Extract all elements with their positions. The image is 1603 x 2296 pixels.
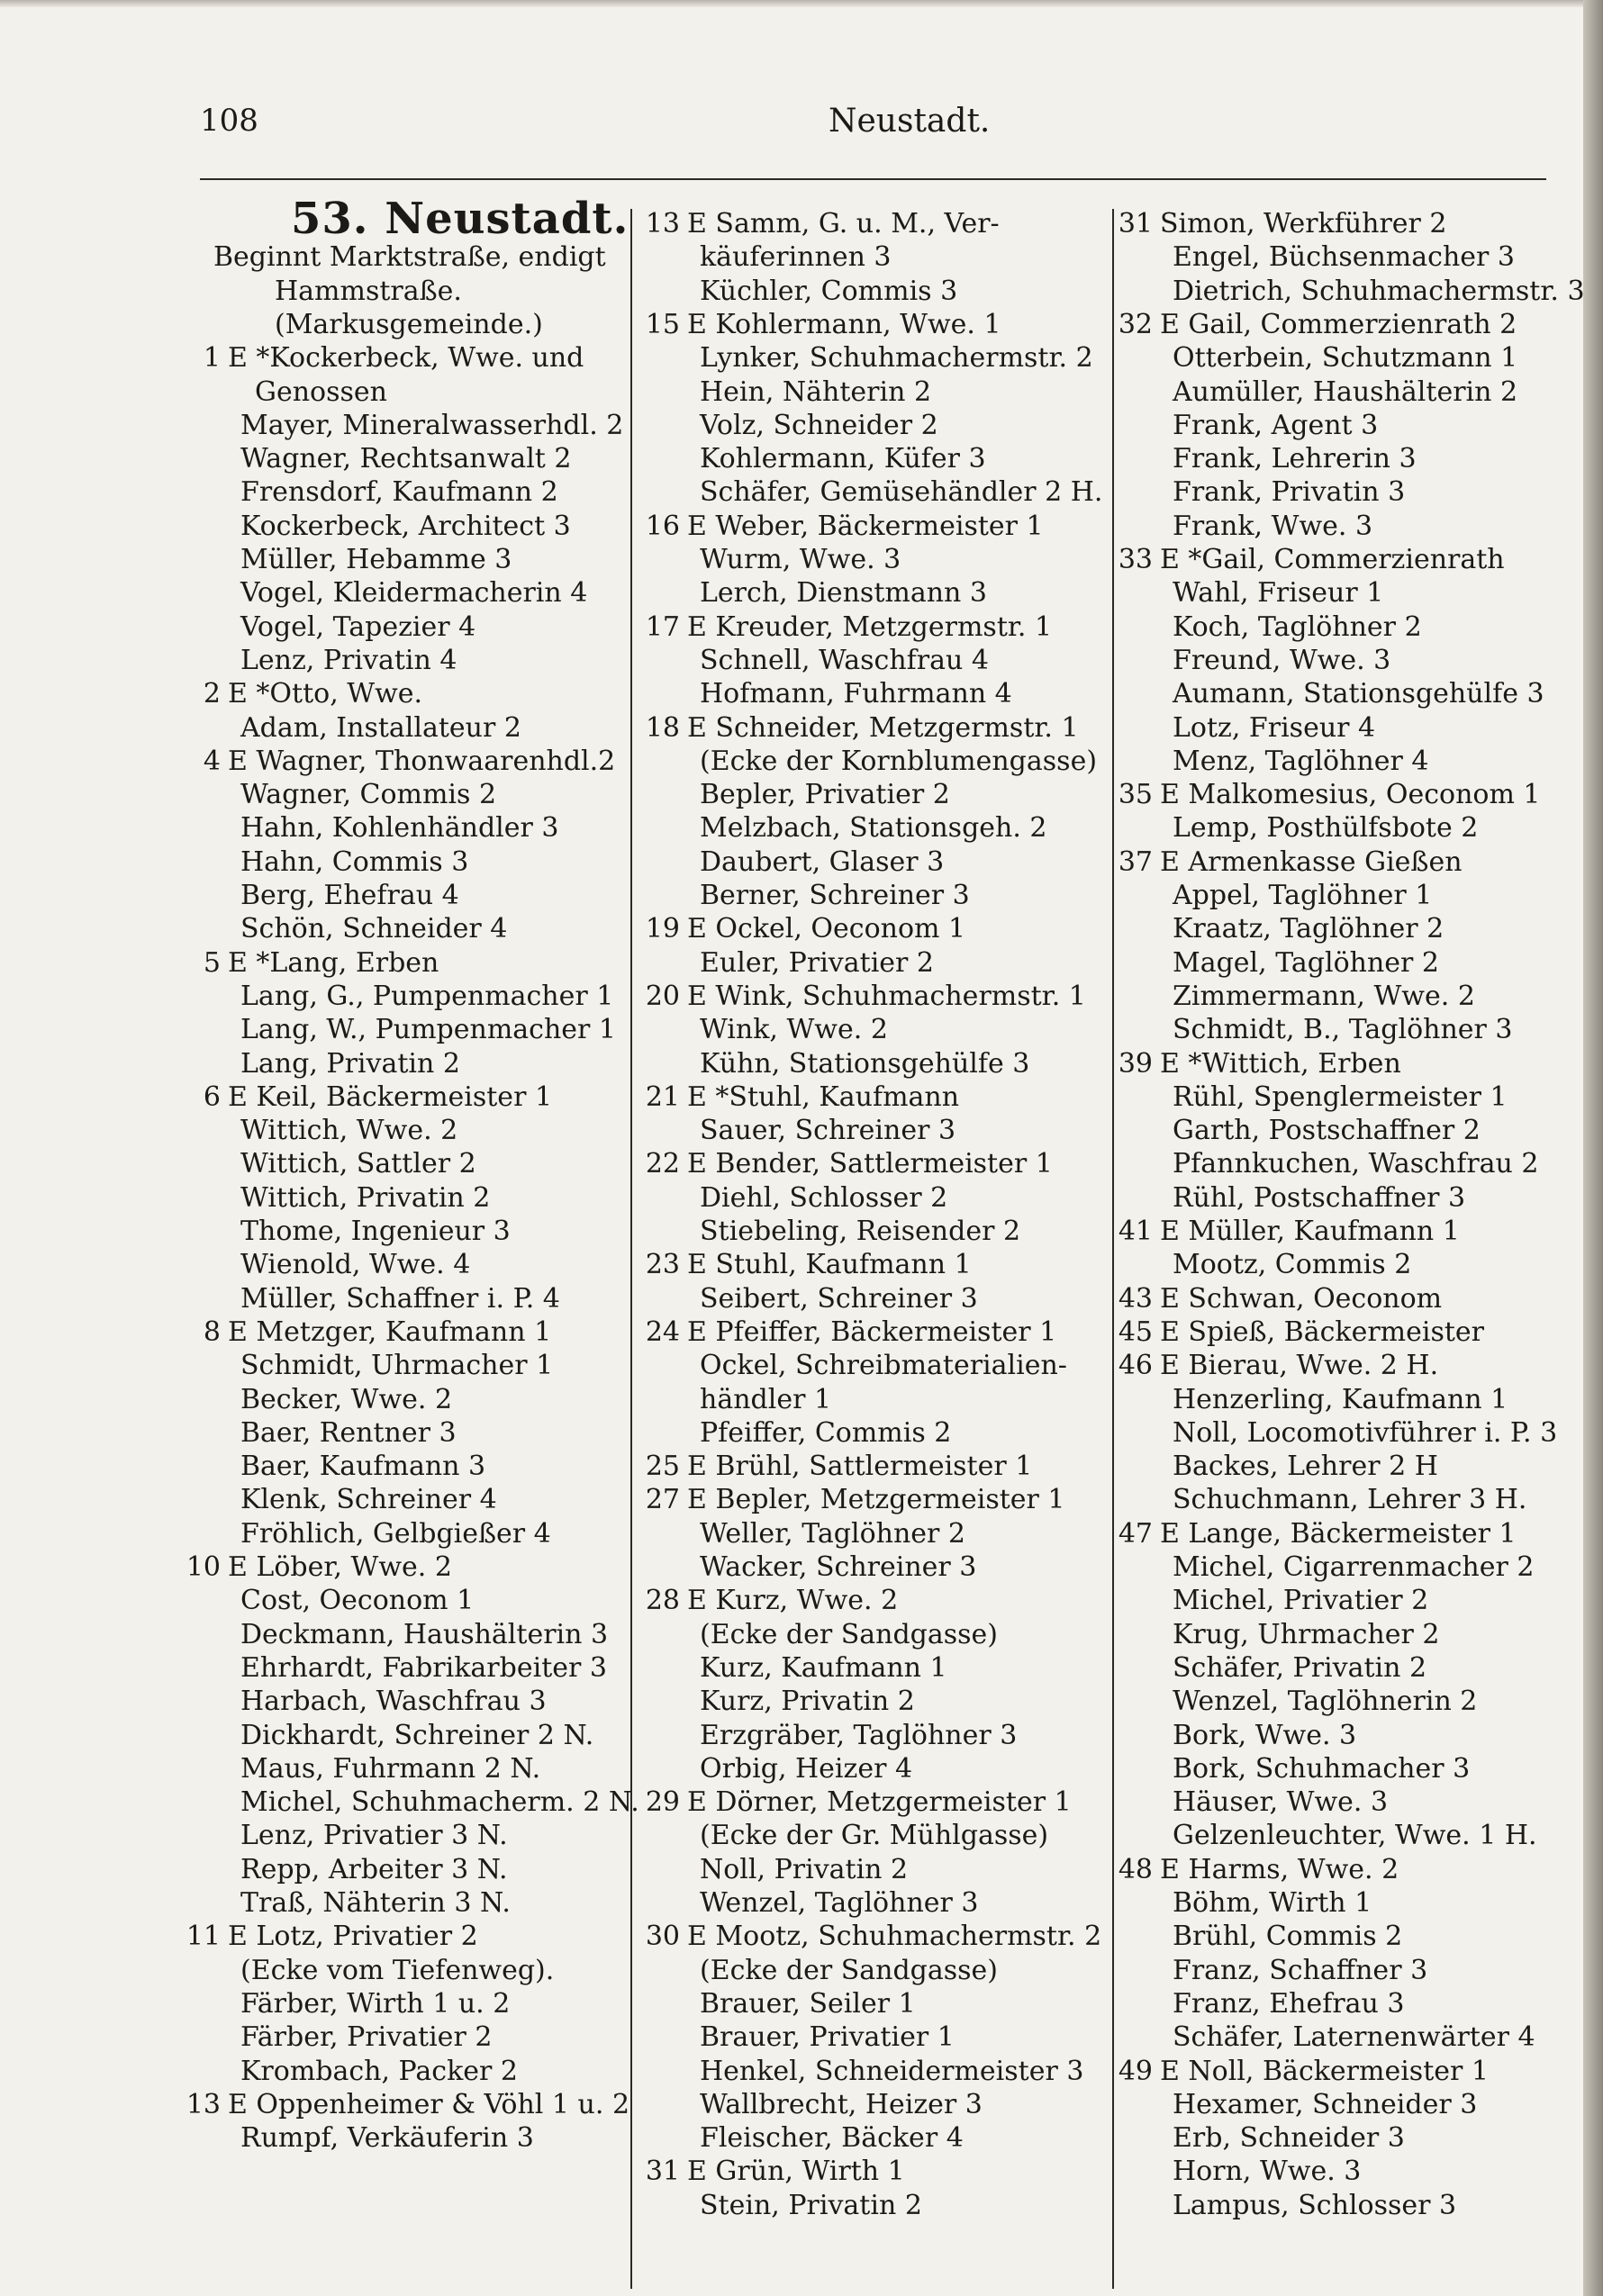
- house-number: 24: [645, 1315, 680, 1348]
- house-number: 31: [645, 2156, 680, 2188]
- entry-line: E Dörner, Metzgermeister 1: [687, 1786, 1072, 1819]
- entry-line: Menz, Taglöhner 4: [1173, 745, 1429, 777]
- entry-line: E Harms, Wwe. 2: [1160, 1853, 1399, 1885]
- entry-line: E Löber, Wwe. 2: [228, 1551, 452, 1583]
- entry-line: Zimmermann, Wwe. 2: [1173, 980, 1475, 1012]
- entry-line: E Müller, Kaufmann 1: [1160, 1216, 1460, 1247]
- entry-line: E Metzger, Kaufmann 1: [228, 1315, 552, 1348]
- house-number: 1: [203, 342, 221, 375]
- entry-line: Kurz, Kaufmann 1: [700, 1651, 947, 1684]
- entry-line: Schmidt, B., Taglöhner 3: [1173, 1014, 1513, 1046]
- house-number: 10: [186, 1551, 221, 1583]
- house-number: 18: [645, 711, 680, 744]
- entry-line: E Keil, Bäckermeister 1: [228, 1080, 553, 1113]
- entry-line: Hahn, Commis 3: [240, 845, 469, 878]
- entry-line: Henzerling, Kaufmann 1: [1173, 1383, 1508, 1415]
- entry-line: E *Otto, Wwe.: [228, 678, 423, 710]
- entry-line: E Schneider, Metzgermstr. 1: [687, 711, 1079, 744]
- entry-line: Vogel, Kleidermacherin 4: [240, 577, 588, 610]
- entry-line: (Ecke vom Tiefenweg).: [240, 1954, 555, 1986]
- entry-line: Erb, Schneider 3: [1173, 2122, 1405, 2155]
- entry-line: Koch, Taglöhner 2: [1173, 610, 1422, 643]
- entry-line: händler 1: [700, 1383, 832, 1415]
- house-number: 11: [186, 1921, 221, 1953]
- entry-line: E Schwan, Oeconom: [1160, 1282, 1443, 1315]
- entry-line: Färber, Wirth 1 u. 2: [240, 1987, 511, 2020]
- entry-line: E Bepler, Metzgermeister 1: [687, 1484, 1065, 1516]
- entry-line: Färber, Privatier 2: [240, 2021, 493, 2054]
- house-number: 47: [1118, 1517, 1153, 1550]
- entry-line: E Grün, Wirth 1: [687, 2156, 905, 2188]
- entry-line: Stein, Privatin 2: [700, 2189, 922, 2221]
- entry-line: Cost, Oeconom 1: [240, 1585, 475, 1617]
- house-number: 23: [645, 1249, 680, 1281]
- entry-line: Dietrich, Schuhmachermstr. 3: [1173, 275, 1585, 307]
- house-number: 30: [645, 1921, 680, 1953]
- house-number: 45: [1118, 1315, 1153, 1348]
- entry-line: E Stuhl, Kaufmann 1: [687, 1249, 972, 1281]
- entry-line: Mayer, Mineralwasserhdl. 2: [240, 409, 624, 441]
- house-number: 4: [203, 745, 221, 777]
- entry-line: Wittich, Wwe. 2: [240, 1115, 458, 1147]
- entry-line: Pfannkuchen, Waschfrau 2: [1173, 1148, 1539, 1180]
- entry-line: Klenk, Schreiner 4: [240, 1484, 497, 1516]
- entry-line: Lampus, Schlosser 3: [1173, 2189, 1457, 2221]
- entry-line: E Spieß, Bäckermeister: [1160, 1315, 1484, 1348]
- entry-line: Otterbein, Schutzmann 1: [1173, 342, 1518, 375]
- entry-line: Lemp, Posthülfsbote 2: [1173, 812, 1479, 845]
- entry-line: E Brühl, Sattlermeister 1: [687, 1451, 1033, 1483]
- entry-line: Becker, Wwe. 2: [240, 1383, 453, 1415]
- entry-line: Bork, Schuhmacher 3: [1173, 1752, 1471, 1785]
- entry-line: Genossen: [255, 375, 387, 408]
- section-title: 53. Neustadt.: [291, 194, 629, 244]
- house-number: 19: [645, 913, 680, 945]
- house-number: 5: [203, 946, 221, 979]
- entry-line: Schäfer, Laternenwärter 4: [1173, 2021, 1535, 2054]
- entry-line: Häuser, Wwe. 3: [1173, 1786, 1389, 1819]
- entry-line: Brühl, Commis 2: [1173, 1921, 1403, 1953]
- house-number: 21: [645, 1080, 680, 1113]
- entry-line: Melzbach, Stationsgeh. 2: [700, 812, 1047, 845]
- entry-line: Lynker, Schuhmachermstr. 2: [700, 342, 1093, 375]
- entry-line: E Gail, Commerzienrath 2: [1160, 308, 1517, 340]
- entry-line: Baer, Rentner 3: [240, 1416, 457, 1449]
- house-number: 32: [1118, 308, 1153, 340]
- entry-line: Henkel, Schneidermeister 3: [700, 2055, 1084, 2087]
- entry-line: Thome, Ingenieur 3: [240, 1216, 511, 1247]
- entry-line: Horn, Wwe. 3: [1173, 2156, 1362, 2188]
- entry-line: Hammstraße.: [275, 275, 462, 307]
- column-divider-2: [1112, 209, 1114, 2289]
- entry-line: Sauer, Schreiner 3: [700, 1115, 956, 1147]
- entry-line: Magel, Taglöhner 2: [1173, 946, 1440, 979]
- entry-line: Schäfer, Gemüsehändler 2 H.: [700, 476, 1103, 509]
- house-number: 22: [645, 1148, 680, 1180]
- entry-line: Ockel, Schreibmaterialien-: [700, 1350, 1067, 1382]
- entry-line: (Ecke der Gr. Mühlgasse): [700, 1820, 1049, 1852]
- entry-line: Stiebeling, Reisender 2: [700, 1216, 1021, 1247]
- entry-line: Freund, Wwe. 3: [1173, 644, 1391, 676]
- entry-line: Hein, Nähterin 2: [700, 375, 932, 408]
- house-number: 31: [1118, 208, 1153, 240]
- entry-line: Daubert, Glaser 3: [700, 845, 945, 878]
- house-number: 46: [1118, 1350, 1153, 1382]
- entry-line: Hahn, Kohlenhändler 3: [240, 812, 559, 845]
- entry-line: E *Lang, Erben: [228, 946, 439, 979]
- entry-line: Brauer, Seiler 1: [700, 1987, 916, 2020]
- entry-line: Frank, Lehrerin 3: [1173, 443, 1417, 475]
- entry-line: E Mootz, Schuhmachermstr. 2: [687, 1921, 1102, 1953]
- entry-line: Vogel, Tapezier 4: [240, 610, 476, 643]
- entry-line: Erzgräber, Taglöhner 3: [700, 1719, 1018, 1751]
- entry-line: E Bender, Sattlermeister 1: [687, 1148, 1053, 1180]
- entry-line: Schuchmann, Lehrer 3 H.: [1173, 1484, 1527, 1516]
- entry-line: Kurz, Privatin 2: [700, 1686, 915, 1718]
- entry-line: Müller, Schaffner i. P. 4: [240, 1282, 560, 1315]
- entry-line: E Wink, Schuhmachermstr. 1: [687, 980, 1086, 1012]
- entry-line: Seibert, Schreiner 3: [700, 1282, 978, 1315]
- entry-line: Engel, Büchsenmacher 3: [1173, 241, 1515, 274]
- page-number: 108: [200, 103, 258, 139]
- entry-line: (Markusgemeinde.): [275, 308, 543, 340]
- entry-line: E Samm, G. u. M., Ver-: [687, 208, 1000, 240]
- entry-line: Wahl, Friseur 1: [1173, 577, 1384, 610]
- entry-line: Gelzenleuchter, Wwe. 1 H.: [1173, 1820, 1537, 1852]
- entry-line: Weller, Taglöhner 2: [700, 1517, 965, 1550]
- entry-line: Frank, Agent 3: [1173, 409, 1379, 441]
- entry-line: Garth, Postschaffner 2: [1173, 1115, 1481, 1147]
- entry-line: E *Stuhl, Kaufmann: [687, 1080, 960, 1113]
- entry-line: Fröhlich, Gelbgießer 4: [240, 1517, 551, 1550]
- entry-line: Euler, Privatier 2: [700, 946, 935, 979]
- entry-line: Michel, Cigarrenmacher 2: [1173, 1551, 1535, 1583]
- house-number: 17: [645, 610, 680, 643]
- entry-line: Berner, Schreiner 3: [700, 880, 970, 911]
- entry-line: Rühl, Postschaffner 3: [1173, 1181, 1466, 1214]
- entry-line: Franz, Ehefrau 3: [1173, 1987, 1405, 2020]
- entry-line: Wacker, Schreiner 3: [700, 1551, 977, 1583]
- entry-line: E *Gail, Commerzienrath: [1160, 544, 1505, 575]
- entry-line: Backes, Lehrer 2 H: [1173, 1451, 1438, 1483]
- page-right-edge: [1583, 0, 1603, 2296]
- entry-line: Michel, Schuhmacherm. 2 N.: [240, 1786, 639, 1819]
- entry-line: Schmidt, Uhrmacher 1: [240, 1350, 554, 1382]
- entry-line: E Ockel, Oeconom 1: [687, 913, 966, 945]
- entry-line: Maus, Fuhrmann 2 N.: [240, 1752, 541, 1785]
- entry-line: Lotz, Friseur 4: [1173, 711, 1376, 744]
- house-number: 49: [1118, 2055, 1153, 2087]
- entry-line: Aumann, Stationsgehülfe 3: [1173, 678, 1544, 710]
- entry-line: Lerch, Dienstmann 3: [700, 577, 987, 610]
- entry-line: Kockerbeck, Architect 3: [240, 510, 571, 542]
- entry-line: Beginnt Marktstraße, endigt: [213, 241, 606, 274]
- house-number: 25: [645, 1451, 680, 1483]
- entry-line: Wienold, Wwe. 4: [240, 1249, 471, 1281]
- running-title: Neustadt.: [829, 103, 991, 140]
- house-number: 16: [645, 510, 680, 542]
- entry-line: E Wagner, Thonwaarenhdl.2: [228, 745, 616, 777]
- entry-line: E Weber, Bäckermeister 1: [687, 510, 1044, 542]
- house-number: 33: [1118, 544, 1153, 575]
- entry-line: Repp, Arbeiter 3 N.: [240, 1853, 508, 1885]
- entry-line: Aumüller, Haushälterin 2: [1173, 375, 1518, 408]
- entry-line: Diehl, Schlosser 2: [700, 1181, 948, 1214]
- entry-line: Volz, Schneider 2: [700, 409, 938, 441]
- entry-line: Lang, W., Pumpenmacher 1: [240, 1014, 617, 1046]
- house-number: 41: [1118, 1216, 1153, 1247]
- entry-line: E Lange, Bäckermeister 1: [1160, 1517, 1517, 1550]
- header-rule: [200, 178, 1546, 180]
- entry-line: Traß, Nähterin 3 N.: [240, 1887, 511, 1919]
- entry-line: Orbig, Heizer 4: [700, 1752, 913, 1785]
- entry-line: Dickhardt, Schreiner 2 N.: [240, 1719, 594, 1751]
- entry-line: Wurm, Wwe. 3: [700, 544, 901, 575]
- entry-line: E Oppenheimer & Vöhl 1 u. 2: [228, 2088, 630, 2120]
- entry-line: käuferinnen 3: [700, 241, 892, 274]
- entry-line: Böhm, Wirth 1: [1173, 1887, 1372, 1919]
- entry-line: Wenzel, Taglöhner 3: [700, 1887, 979, 1919]
- entry-line: E Kurz, Wwe. 2: [687, 1585, 899, 1617]
- entry-line: E Malkomesius, Oeconom 1: [1160, 779, 1541, 811]
- entry-line: Kühn, Stationsgehülfe 3: [700, 1047, 1030, 1080]
- entry-line: Mootz, Commis 2: [1173, 1249, 1412, 1281]
- entry-line: Noll, Locomotivführer i. P. 3: [1173, 1416, 1558, 1449]
- house-number: 2: [203, 678, 221, 710]
- house-number: 39: [1118, 1047, 1153, 1080]
- entry-line: Harbach, Waschfrau 3: [240, 1686, 547, 1718]
- entry-line: Baer, Kaufmann 3: [240, 1451, 486, 1483]
- entry-line: E *Wittich, Erben: [1160, 1047, 1401, 1080]
- entry-line: Hexamer, Schneider 3: [1173, 2088, 1478, 2120]
- entry-line: (Ecke der Sandgasse): [700, 1618, 999, 1650]
- entry-line: E Pfeiffer, Bäckermeister 1: [687, 1315, 1057, 1348]
- page-top-edge: [0, 0, 1603, 7]
- entry-line: Frank, Wwe. 3: [1173, 510, 1373, 542]
- entry-line: Kohlermann, Küfer 3: [700, 443, 986, 475]
- entry-line: Hofmann, Fuhrmann 4: [700, 678, 1012, 710]
- column-divider-1: [630, 209, 632, 2289]
- entry-line: Simon, Werkführer 2: [1160, 208, 1447, 240]
- house-number: 20: [645, 980, 680, 1012]
- house-number: 28: [645, 1585, 680, 1617]
- entry-line: Wittich, Privatin 2: [240, 1181, 491, 1214]
- house-number: 8: [203, 1315, 221, 1348]
- entry-line: E Bierau, Wwe. 2 H.: [1160, 1350, 1439, 1382]
- entry-line: Krug, Uhrmacher 2: [1173, 1618, 1440, 1650]
- entry-line: Frank, Privatin 3: [1173, 476, 1406, 509]
- entry-line: Rühl, Spenglermeister 1: [1173, 1080, 1508, 1113]
- entry-line: Wittich, Sattler 2: [240, 1148, 476, 1180]
- entry-line: Lang, G., Pumpenmacher 1: [240, 980, 614, 1012]
- entry-line: Appel, Taglöhner 1: [1173, 880, 1433, 911]
- entry-line: Müller, Hebamme 3: [240, 544, 512, 575]
- house-number: 48: [1118, 1853, 1153, 1885]
- entry-line: Franz, Schaffner 3: [1173, 1954, 1428, 1986]
- entry-line: E Kreuder, Metzgermstr. 1: [687, 610, 1053, 643]
- entry-line: Wenzel, Taglöhnerin 2: [1173, 1686, 1478, 1718]
- house-number: 13: [645, 208, 680, 240]
- entry-line: Michel, Privatier 2: [1173, 1585, 1429, 1617]
- entry-line: Kraatz, Taglöhner 2: [1173, 913, 1445, 945]
- house-number: 13: [186, 2088, 221, 2120]
- entry-line: E Armenkasse Gießen: [1160, 845, 1463, 878]
- entry-line: E Noll, Bäckermeister 1: [1160, 2055, 1489, 2087]
- entry-line: Frensdorf, Kaufmann 2: [240, 476, 558, 509]
- entry-line: Schnell, Waschfrau 4: [700, 644, 989, 676]
- entry-line: Wagner, Commis 2: [240, 779, 497, 811]
- entry-line: Pfeiffer, Commis 2: [700, 1416, 952, 1449]
- entry-line: E Lotz, Privatier 2: [228, 1921, 478, 1953]
- entry-line: (Ecke der Sandgasse): [700, 1954, 999, 1986]
- house-number: 27: [645, 1484, 680, 1516]
- entry-line: Lang, Privatin 2: [240, 1047, 460, 1080]
- entry-line: Ehrhardt, Fabrikarbeiter 3: [240, 1651, 607, 1684]
- entry-line: Fleischer, Bäcker 4: [700, 2122, 964, 2155]
- house-number: 6: [203, 1080, 221, 1113]
- house-number: 43: [1118, 1282, 1153, 1315]
- entry-line: Wallbrecht, Heizer 3: [700, 2088, 983, 2120]
- entry-line: (Ecke der Kornblumengasse): [700, 745, 1098, 777]
- entry-line: Adam, Installateur 2: [240, 711, 521, 744]
- house-number: 37: [1118, 845, 1153, 878]
- entry-line: Schön, Schneider 4: [240, 913, 508, 945]
- entry-line: Wagner, Rechtsanwalt 2: [240, 443, 572, 475]
- entry-line: Berg, Ehefrau 4: [240, 880, 459, 911]
- entry-line: Schäfer, Privatin 2: [1173, 1651, 1427, 1684]
- entry-line: Noll, Privatin 2: [700, 1853, 909, 1885]
- entry-line: Krombach, Packer 2: [240, 2055, 518, 2087]
- entry-line: Lenz, Privatier 3 N.: [240, 1820, 508, 1852]
- entry-line: Bepler, Privatier 2: [700, 779, 950, 811]
- entry-line: Bork, Wwe. 3: [1173, 1719, 1357, 1751]
- entry-line: E *Kockerbeck, Wwe. und: [228, 342, 584, 375]
- entry-line: Deckmann, Haushälterin 3: [240, 1618, 609, 1650]
- entry-line: Brauer, Privatier 1: [700, 2021, 955, 2054]
- house-number: 15: [645, 308, 680, 340]
- entry-line: Wink, Wwe. 2: [700, 1014, 888, 1046]
- entry-line: Lenz, Privatin 4: [240, 644, 457, 676]
- house-number: 35: [1118, 779, 1153, 811]
- entry-line: E Kohlermann, Wwe. 1: [687, 308, 1001, 340]
- entry-line: Küchler, Commis 3: [700, 275, 958, 307]
- house-number: 29: [645, 1786, 680, 1819]
- entry-line: Rumpf, Verkäuferin 3: [240, 2122, 534, 2155]
